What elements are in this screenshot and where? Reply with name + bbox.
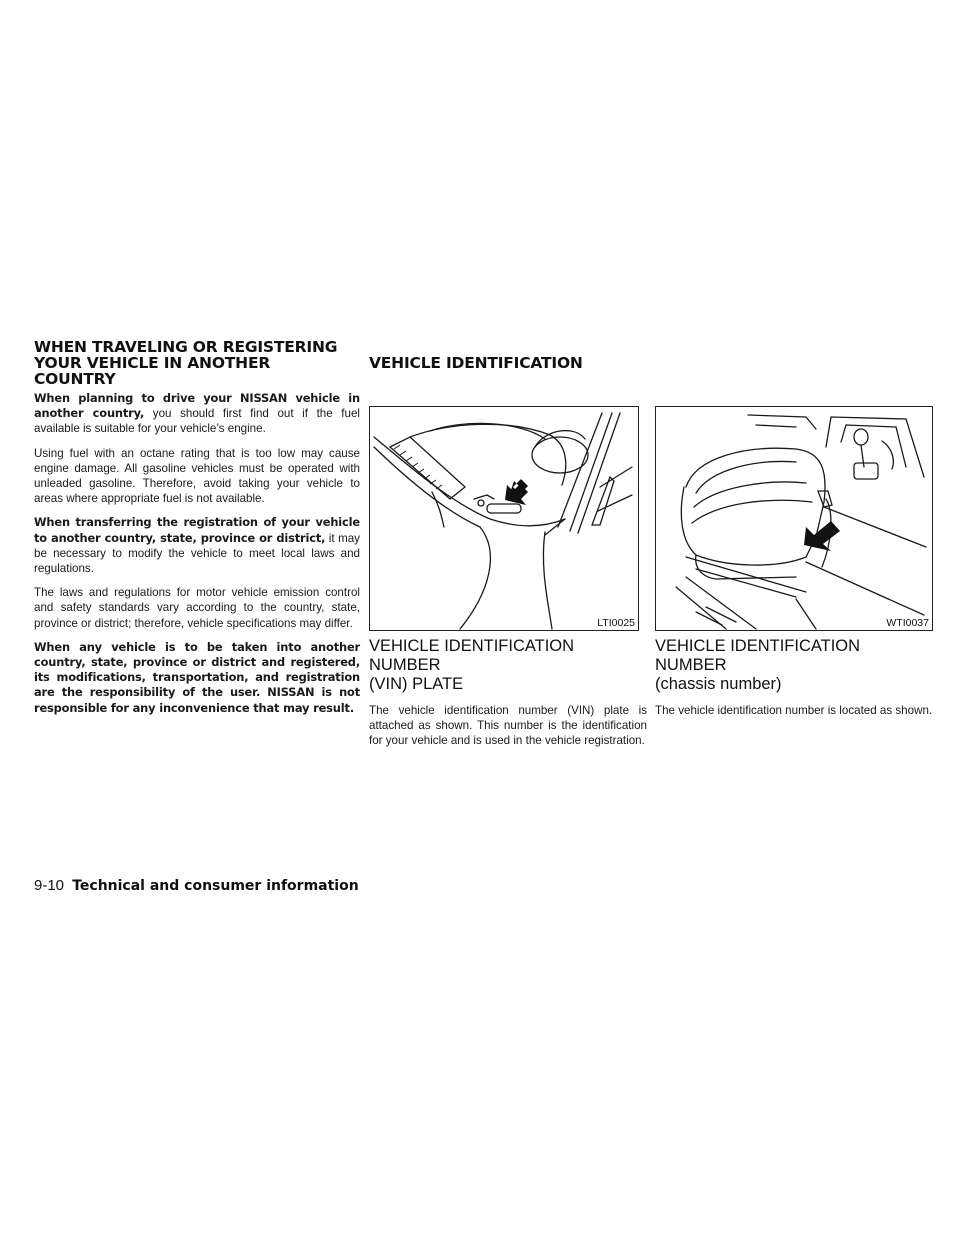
chassis-number-illustration (656, 407, 932, 630)
figure-chassis-number (655, 406, 933, 631)
figure-code: WTI0037 (886, 617, 929, 629)
subheading-vin-plate (369, 637, 647, 694)
subheading-line: VEHICLE IDENTIFICATION NUMBER (655, 637, 861, 674)
paragraph-chassis-number: The vehicle identification number is located as shown. (655, 704, 933, 717)
subheading-line: (VIN) PLATE (369, 675, 464, 693)
figure-code: LTI0025 (597, 617, 635, 629)
arrow-icon (804, 521, 840, 551)
heading-line: COUNTRY (34, 370, 116, 388)
paragraph-transferring (34, 515, 360, 576)
paragraph-vin-plate: The vehicle identification number (VIN) plate is attached as shown. This number is the identification for your vehicle and is used in the vehicle registration. (369, 704, 647, 748)
subheading-line: (chassis number) (655, 675, 782, 693)
chassis-number-section (655, 637, 933, 718)
paragraph-lead-bold: When planning to drive your NISSAN vehicle in another country, (34, 391, 360, 421)
subheading-line: VEHICLE IDENTIFICATION NUMBER (369, 637, 575, 674)
page-footer (34, 877, 359, 894)
figure-vin-plate (369, 406, 639, 631)
vin-plate-illustration (370, 407, 638, 630)
paragraph-lead-bold: When transferring the registration of your vehicle to another country, state, province or district, (34, 515, 360, 545)
paragraph-responsibility: When any vehicle is to be taken into another country, state, province or district and registered, its modifications, transportation, and registration are the responsibility of the user. NISSAN is not responsible for any inconvenience that may result. (34, 639, 360, 715)
left-column (34, 339, 360, 716)
paragraph-octane: Using fuel with an octane rating that is too low may cause engine damage. All gasoline vehicles must be operated with unleaded gasoline. Therefore, avoid taking your vehicle to areas where appropriate fuel is not available. (34, 446, 360, 506)
middle-column (369, 355, 649, 371)
paragraph-planning (34, 391, 360, 437)
subheading-chassis-number (655, 637, 933, 694)
heading-line: WHEN TRAVELING OR REGISTERING (34, 338, 338, 356)
section-title: Technical and consumer information (72, 878, 359, 894)
paragraph-laws: The laws and regulations for motor vehicle emission control and safety standards vary according to the country, state, province or district; therefore, vehicle specifications may differ. (34, 586, 360, 630)
page-number: 9-10 (34, 877, 65, 894)
section-heading-traveling (34, 339, 360, 387)
paragraph-text: it may be necessary to modify the vehicle to meet local laws and regulations. (34, 531, 360, 576)
vin-plate-section (369, 637, 647, 749)
paragraph-text: you should first find out if the fuel available is suitable for your vehicle’s engine. (34, 407, 361, 436)
heading-line: YOUR VEHICLE IN ANOTHER (34, 354, 271, 372)
section-heading-vehicle-identification: VEHICLE IDENTIFICATION (369, 354, 583, 372)
